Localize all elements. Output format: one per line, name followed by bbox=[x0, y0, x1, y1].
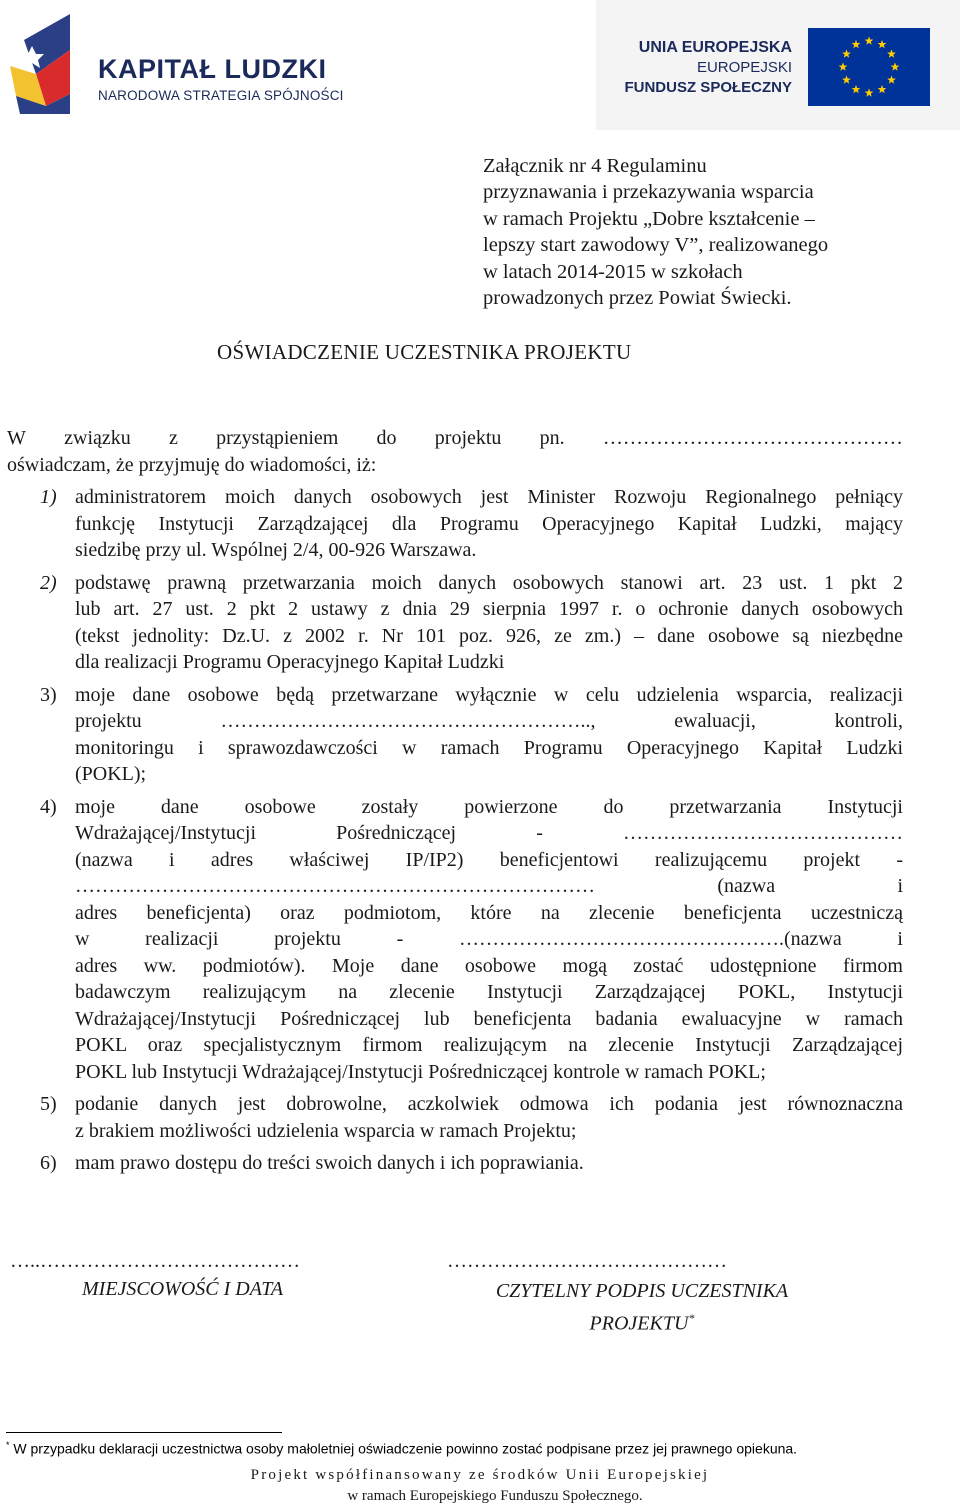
cofunding-line1: Projekt współfinansowany ze środków Unii Europejskiej bbox=[250, 1467, 710, 1483]
annex-line: w latach 2014-2015 w szkołach bbox=[483, 260, 743, 283]
footnote-mark: * bbox=[688, 1311, 695, 1325]
intro-word: z bbox=[169, 427, 178, 449]
list-item-line: …………………………………………………………………… (nazwa i bbox=[75, 875, 903, 897]
list-item-number: 2) bbox=[40, 571, 57, 594]
list-item bbox=[40, 1091, 903, 1144]
ue-logo-line1: UNIA EUROPEJSKA bbox=[638, 39, 792, 56]
list-item-line: moje dane osobowe będą przetwarzane wyłącznie w celu udzielenia wsparcia, realizacji bbox=[75, 683, 903, 706]
list-item-line: projektu ……………………………………………….., ewaluacji, kontroli, bbox=[75, 710, 903, 732]
signature-blank: …………………………………… bbox=[447, 1250, 727, 1272]
footnote-text: W przypadku deklaracji uczestnictwa osoby małoletniej oświadczenie powinno zostać podpisane przez jej prawnego opiekuna. bbox=[9, 1440, 798, 1457]
intro-word: związku bbox=[64, 427, 131, 449]
document-title: OŚWIADCZENIE UCZESTNIKA PROJEKTU bbox=[217, 340, 632, 364]
intro-word: W bbox=[7, 427, 26, 449]
intro-word: pn. bbox=[539, 427, 565, 449]
annex-line: przyznawania i przekazywania wsparcia bbox=[483, 181, 814, 204]
intro-line-1 bbox=[7, 425, 903, 452]
intro-word: przystąpieniem bbox=[216, 427, 339, 449]
list-item bbox=[40, 794, 903, 1086]
signature-label bbox=[462, 1278, 822, 1338]
list-item-line: POKL lub Instytucji Wdrażającej/Instytucji Pośredniczącej kontrole w ramach POKL; bbox=[75, 1060, 766, 1083]
signature-label-line2 bbox=[462, 1305, 822, 1338]
list-item-line: badawczym realizującym na zlecenie Instytucji Zarządzającej POKL, Instytucji bbox=[75, 981, 903, 1003]
list-item-line: dla realizacji Programu Operacyjnego Kapitał Ludzki bbox=[75, 651, 505, 673]
annex-line: prowadzonych przez Powiat Świecki. bbox=[483, 287, 792, 310]
list-item-number: 6) bbox=[40, 1152, 57, 1174]
list-item-line: siedzibę przy ul. Wspólnej 2/4, 00-926 Warszawa. bbox=[75, 539, 477, 561]
intro-line-2: oświadczam, że przyjmuję do wiadomości, iż: bbox=[7, 453, 377, 476]
signature-label-word: PROJEKTU bbox=[589, 1312, 689, 1335]
list-item-line: adres ww. podmiotów). Moje dane osobowe mogą zostać udostępnione firmom bbox=[75, 954, 903, 977]
list-item-line: Wdrażającej/Instytucji Pośredniczącej lub beneficjenta badania ewaluacyjne w ramach bbox=[75, 1007, 903, 1030]
list-item-line: monitoringu i sprawozdawczości w ramach Programu Operacyjnego Kapitał Ludzki bbox=[75, 736, 903, 759]
list-item-line: administratorem moich danych osobowych jest Minister Rozwoju Regionalnego pełniący bbox=[75, 486, 903, 508]
kapital-ludzki-title: KAPITAŁ LUDZKI bbox=[98, 54, 327, 84]
list-item-number: 4) bbox=[40, 795, 57, 818]
intro-paragraph bbox=[7, 425, 903, 478]
list-item-line: lub art. 27 ust. 2 pkt 2 ustawy z dnia 29 sierpnia 1997 r. o ochronie danych osobowych bbox=[75, 598, 903, 620]
list-item-number: 1) bbox=[40, 486, 57, 508]
ue-logo-line3: FUNDUSZ SPOŁECZNY bbox=[624, 79, 792, 96]
unia-europejska-logo bbox=[596, 0, 960, 130]
eu-flag-icon bbox=[808, 28, 930, 106]
list-item-line: podanie danych jest dobrowolne, aczkolwiek odmowa ich podania jest równoznaczna bbox=[75, 1093, 903, 1115]
list-item bbox=[40, 682, 903, 788]
list-item-number: 3) bbox=[40, 683, 57, 706]
list-item-line: Wdrażającej/Instytucji Pośredniczącej - …………………………………… bbox=[75, 822, 903, 844]
ue-logo-text bbox=[624, 38, 792, 98]
project-name-blank: ……………………………………… bbox=[602, 427, 903, 449]
intro-word: projektu bbox=[434, 427, 502, 449]
list-item-line: (nazwa i adres właściwej IP/IP2) beneficjentowi realizującemu projekt - bbox=[75, 848, 903, 871]
list-item bbox=[40, 484, 903, 564]
list-item bbox=[40, 570, 903, 676]
ue-logo-line2: EUROPEJSKI bbox=[696, 59, 792, 76]
place-date-label: MIEJSCOWOŚĆ I DATA bbox=[82, 1278, 284, 1300]
place-date-blank: …..………………………………… bbox=[10, 1250, 300, 1272]
kapital-ludzki-emblem-icon bbox=[6, 10, 90, 118]
signature-label-line1: CZYTELNY PODPIS UCZESTNIKA bbox=[495, 1280, 789, 1302]
list-item-line: POKL oraz specjalistycznym firmom realizującym na zlecenie Instytucji Zarządzającej bbox=[75, 1034, 903, 1056]
cofunding-line2: w ramach Europejskiego Funduszu Społecznego. bbox=[347, 1488, 643, 1504]
annex-line: w ramach Projektu „Dobre kształcenie – bbox=[483, 207, 815, 230]
list-item-line: w realizacji projektu - ………………………………………….(nazwa i bbox=[75, 928, 903, 950]
list-item-line: z brakiem możliwości udzielenia wsparcia w ramach Projektu; bbox=[75, 1119, 577, 1142]
list-item-line: (tekst jednolity: Dz.U. z 2002 r. Nr 101 poz. 926, ze zm.) – dane osobowe są niezbędne bbox=[75, 624, 903, 647]
annex-line: Załącznik nr 4 Regulaminu bbox=[483, 155, 707, 177]
footnote bbox=[6, 1440, 797, 1457]
list-item-line: moje dane osobowe zostały powierzone do przetwarzania Instytucji bbox=[75, 795, 903, 818]
list-item bbox=[40, 1150, 903, 1177]
list-item-line: adres beneficjenta) oraz podmiotom, które na zlecenie beneficjenta uczestniczą bbox=[75, 901, 903, 924]
kapital-ludzki-subtitle: NARODOWA STRATEGIA SPÓJNOŚCI bbox=[98, 88, 344, 103]
annex-heading bbox=[483, 153, 903, 311]
list-item-line: mam prawo dostępu do treści swoich danych i ich poprawiania. bbox=[75, 1152, 584, 1174]
annex-line: lepszy start zawodowy V”, realizowanego bbox=[483, 234, 829, 257]
list-item-line: podstawę prawną przetwarzania moich danych osobowych stanowi art. 23 ust. 1 pkt 2 bbox=[75, 571, 903, 594]
list-item-number: 5) bbox=[40, 1093, 57, 1115]
list-item-line: (POKL); bbox=[75, 763, 147, 785]
kapital-ludzki-logo bbox=[6, 10, 346, 118]
declaration-list bbox=[40, 484, 903, 1183]
footnote-divider bbox=[6, 1432, 282, 1433]
footnote-mark: * bbox=[6, 1440, 10, 1450]
list-item-line: funkcję Instytucji Zarządzającej dla Programu Operacyjnego Kapitał Ludzki, mający bbox=[75, 512, 903, 535]
intro-word: do bbox=[376, 427, 397, 449]
